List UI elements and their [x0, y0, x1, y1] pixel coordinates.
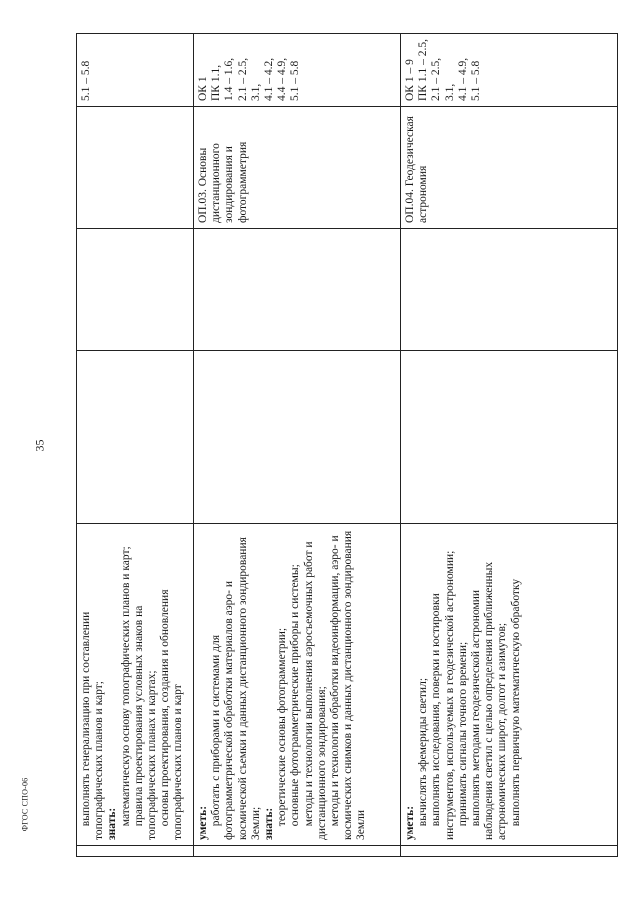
content-line: правила проектирования условных знаков на топографических планах и картах;	[132, 605, 159, 840]
content-line: теоретические основы фотограмметрии;	[276, 627, 289, 827]
hours-cell	[77, 351, 194, 524]
competencies-cell: 5.1 – 5.8	[77, 34, 194, 107]
competency-table	[76, 34, 596, 857]
content-line: математическую основу топографических планов и карт;	[119, 546, 132, 827]
section-label: знать:	[263, 807, 276, 840]
content-line: методы и технологии обработки видеоинформации, аэро- и космических снимков и данных дистанционного зондирования Земли	[329, 530, 368, 840]
content-line: основные фотограмметрические приборы и системы;	[289, 564, 302, 827]
hours-cell	[401, 229, 618, 351]
index-cell	[77, 846, 194, 857]
content-line: выполнять исследования, поверки и юстировки инструментов, используемых в геодезической астрономии;	[430, 550, 456, 840]
index-cell	[401, 846, 618, 857]
content-line: методы и технологии выполнения аэросъемочных работ и дистанционного зондирования;	[302, 541, 328, 840]
discipline-cell	[77, 107, 194, 229]
hours-cell	[401, 351, 618, 524]
content-line: работать с приборами и системами для фотограмметрической обработки материалов аэро- и космической съемки и данных дистанционного зондирования Земли;	[210, 537, 262, 840]
section-label: уметь:	[404, 805, 416, 840]
section-label: знать:	[106, 807, 119, 840]
table-row	[194, 34, 401, 857]
competencies-cell: ОК 1 ПК 1.1, 1.4 – 1.6, 2.1 – 2.5, 3.1, 4.1 – 4.2, 4.4 – 4.9, 5.1 – 5.8	[194, 34, 401, 107]
content-line: выполнять методами геодезической астрономии наблюдения светил с целью определения приближенных астрономических широт, долгот и азимутов;	[470, 561, 509, 840]
content-line: вычислять эфемериды светил;	[417, 677, 430, 827]
index-cell	[194, 846, 401, 857]
table-row	[77, 34, 194, 857]
content-cell	[77, 524, 194, 846]
competencies-cell: ОК 1 – 9 ПК 1.1 – 2.5, 2.1 – 2.5, 3.1, 4.1 – 4.9, 5.1 – 5.8	[401, 34, 618, 107]
discipline-cell: ОП.03. Основы дистанционного зондирования и фотограмметрия	[194, 107, 401, 229]
page-number: 35	[32, 439, 47, 452]
content-line: выполнять первичную математическую обработку	[509, 578, 522, 827]
hours-cell	[77, 229, 194, 351]
content-line: принимать сигналы точного времени;	[456, 641, 469, 827]
section-label: уметь:	[197, 805, 209, 840]
content-line: выполнять генерализацию при составлении топографических планов и карт;	[80, 611, 106, 840]
discipline-cell: ОП.04. Геодезическая астрономия	[401, 107, 618, 229]
content-cell	[194, 524, 401, 846]
hours-cell	[194, 229, 401, 351]
content-line: основы проектирования, создания и обновления топографических планов и карт	[159, 589, 185, 840]
table-row	[401, 34, 618, 857]
hours-cell	[194, 351, 401, 524]
footer-standard-mark: ФГОС СПО-06	[20, 777, 30, 832]
content-cell	[401, 524, 618, 846]
